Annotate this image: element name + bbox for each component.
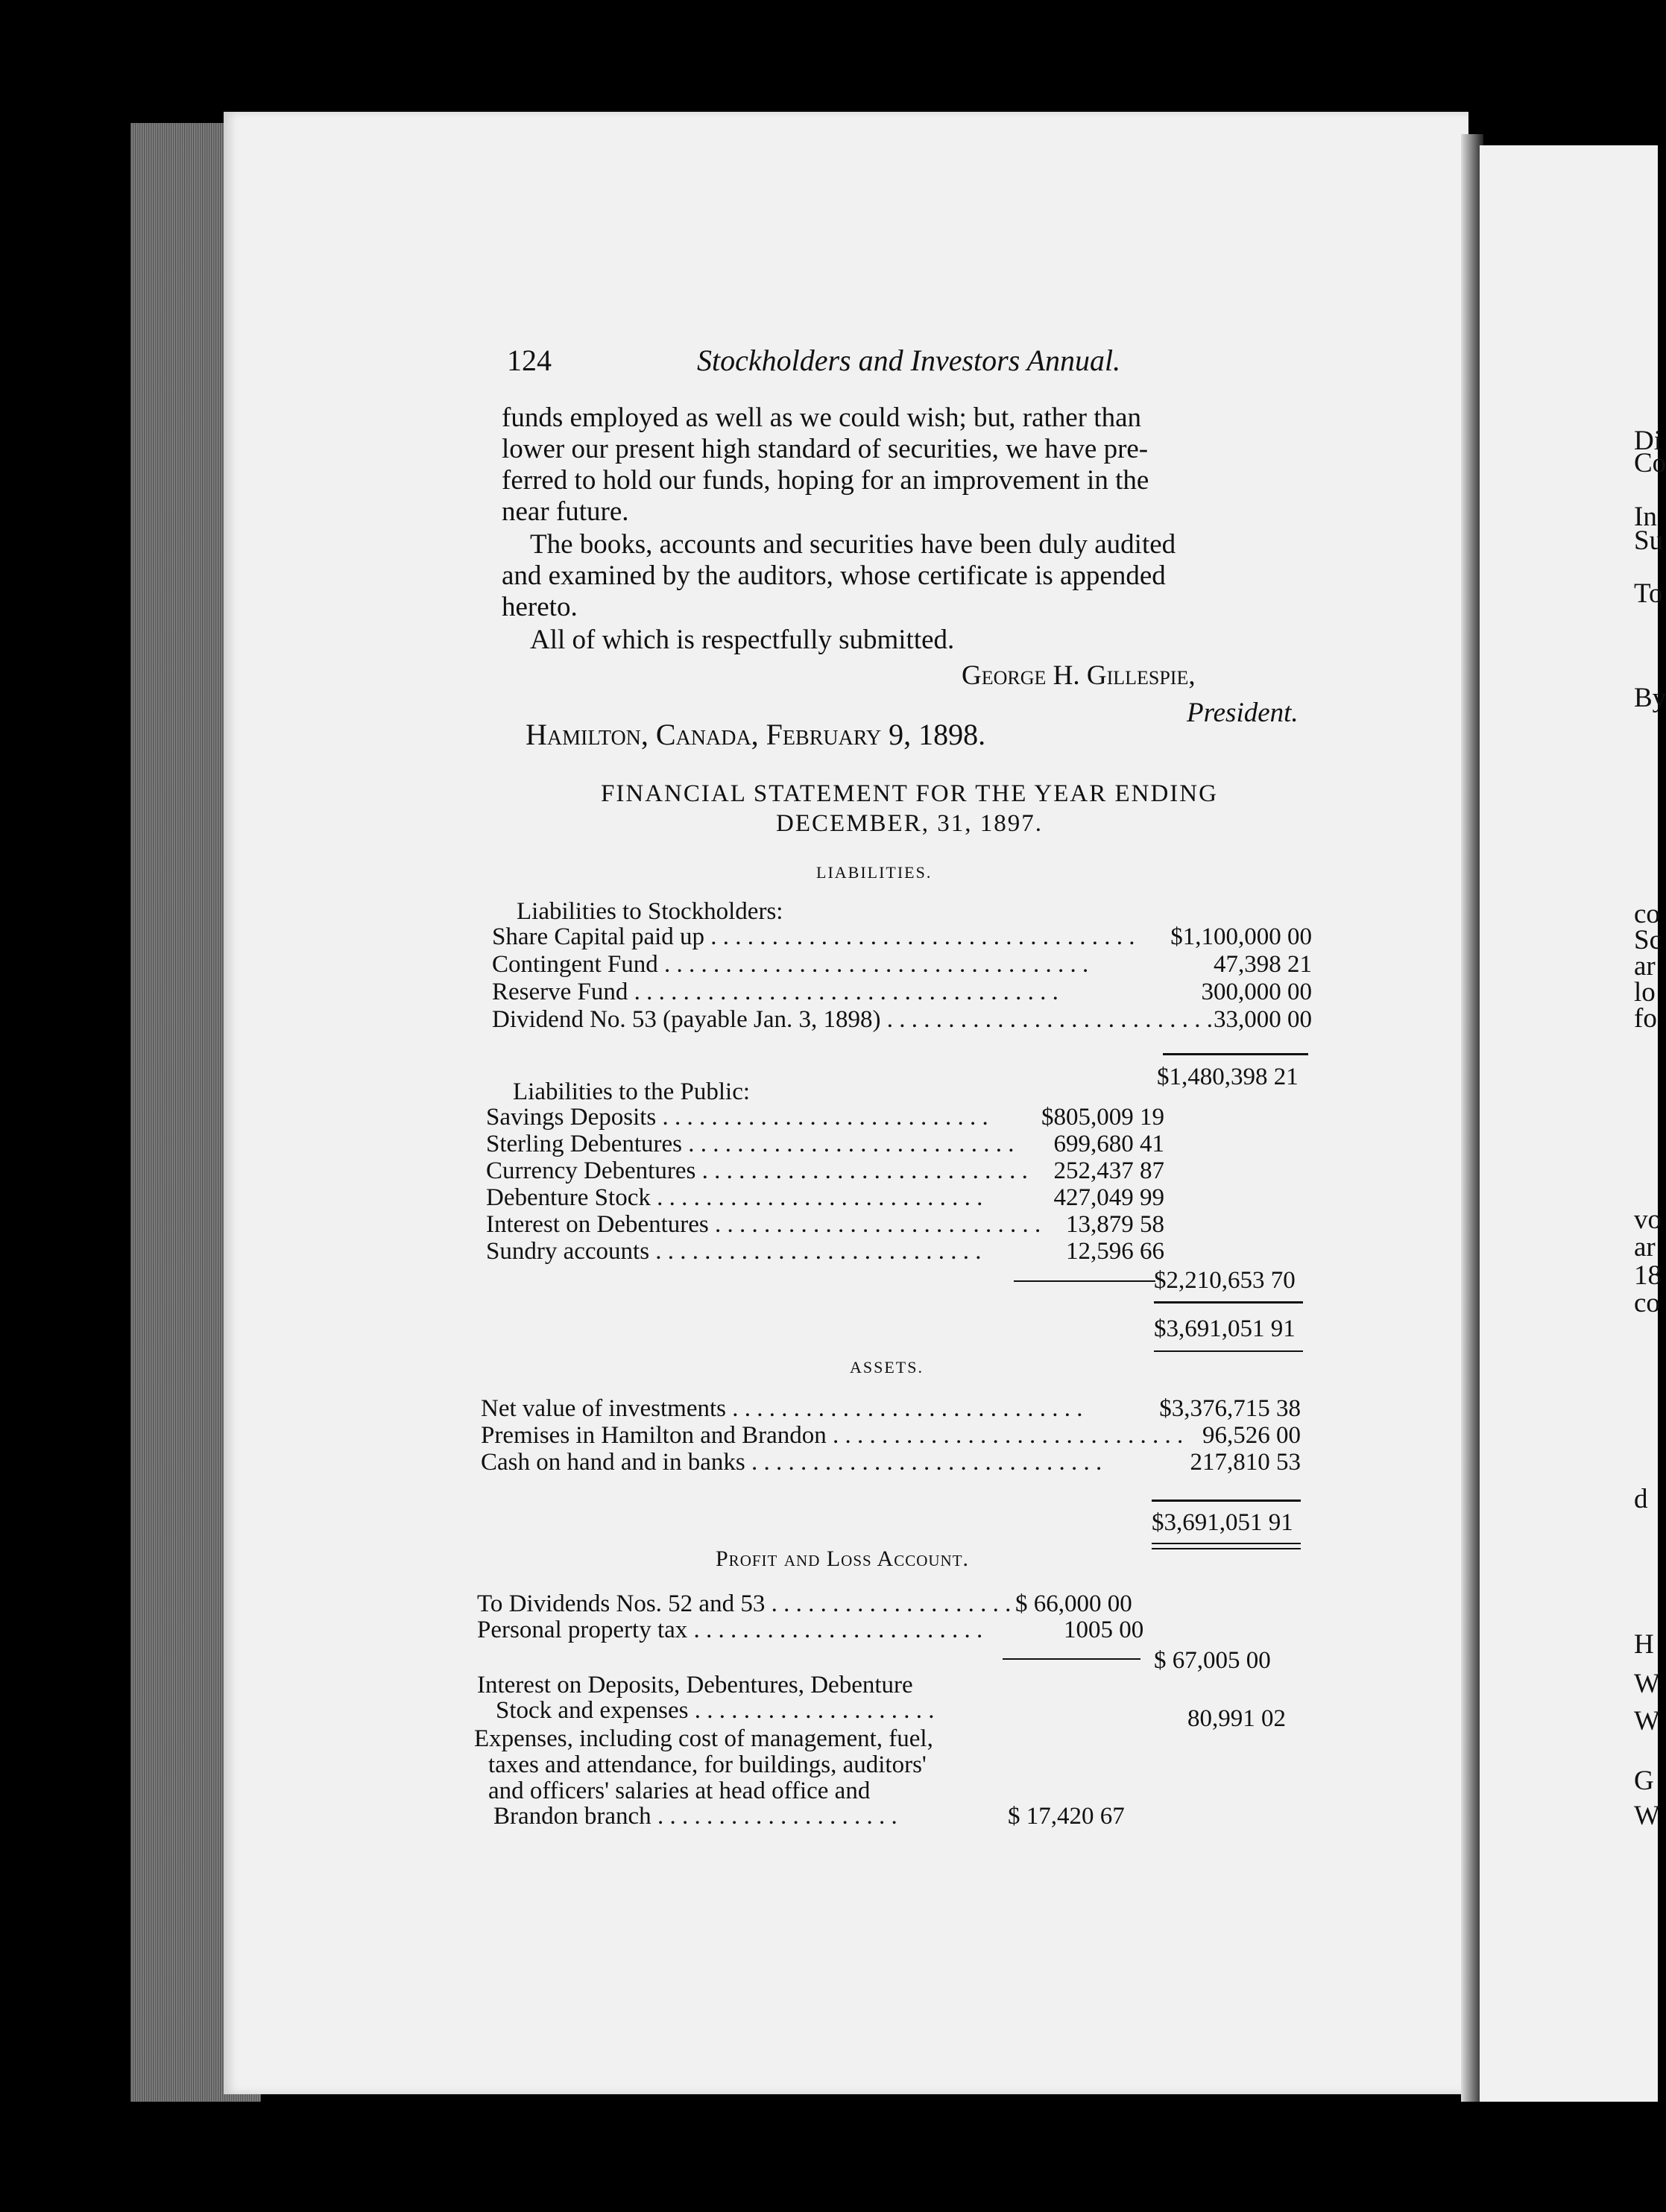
- row-label: Sundry accounts . . . . . . . . . . . . . . . . . . . . . . . . . . .: [486, 1238, 982, 1265]
- audit-line: hereto.: [502, 592, 578, 622]
- ledger-row: [486, 1212, 1164, 1237]
- page-number: 124: [507, 344, 552, 377]
- audit-line: The books, accounts and securities have been duly audited: [530, 529, 1176, 560]
- intro-line: lower our present high standard of securities, we have pre-: [502, 434, 1149, 464]
- public-heading: Liabilities to the Public:: [513, 1078, 751, 1105]
- facing-fragment: Co: [1634, 448, 1666, 478]
- facing-fragment: Su: [1634, 525, 1664, 556]
- facing-fragment: co: [1634, 1288, 1660, 1318]
- row-label: Sterling Debentures . . . . . . . . . . . . . . . . . . . . . . . . . . .: [486, 1131, 1015, 1157]
- row-amount: $ 17,420 67: [1008, 1803, 1125, 1830]
- ledger-row: [492, 979, 1312, 1005]
- ledger-row: [477, 1617, 1148, 1643]
- total-double-underline: [1152, 1548, 1301, 1549]
- row-label: Debenture Stock . . . . . . . . . . . . . . . . . . . . . . . . . . .: [486, 1184, 983, 1211]
- profit-loss-heading: Profit and Loss Account.: [716, 1546, 970, 1571]
- total-rule: [1154, 1301, 1303, 1304]
- ledger-row: [486, 1239, 1164, 1264]
- total-underline: [1154, 1350, 1303, 1352]
- facing-fragment: W: [1634, 1801, 1660, 1831]
- ledger-row: [492, 1007, 1312, 1032]
- stockholders-total: $1,480,398 21: [1157, 1064, 1299, 1090]
- row-label: Share Capital paid up . . . . . . . . . . . . . . . . . . . . . . . . . . . . . . . . . . .: [492, 923, 1135, 950]
- facing-fragment: ar: [1634, 951, 1656, 982]
- audit-paragraph: [502, 529, 1318, 623]
- intro-paragraph: [502, 402, 1318, 528]
- ledger-row: [496, 1698, 1010, 1723]
- row-amount: 12,596 66: [1066, 1238, 1164, 1265]
- ledger-row: [493, 1804, 1149, 1829]
- facing-fragment: Di: [1634, 426, 1662, 456]
- row-amount: 427,049 99: [1053, 1184, 1164, 1211]
- intro-line: funds employed as well as we could wish; but, rather than: [502, 402, 1141, 433]
- facing-fragment: ar: [1634, 1232, 1656, 1263]
- row-label: Cash on hand and in banks . . . . . . . . . . . . . . . . . . . . . . . . . . . . .: [481, 1449, 1102, 1476]
- subtotal-rule: [1163, 1053, 1308, 1055]
- right-page: [1480, 145, 1658, 2102]
- ledger-row: [481, 1450, 1301, 1475]
- statement-heading-line2: DECEMBER, 31, 1897.: [776, 810, 1043, 837]
- expenses-line: Expenses, including cost of management, fuel,: [474, 1725, 933, 1752]
- row-label: Savings Deposits . . . . . . . . . . . . . . . . . . . . . . . . . . .: [486, 1104, 988, 1131]
- row-amount: $ 66,000 00: [1015, 1590, 1132, 1617]
- ledger-row: [486, 1158, 1164, 1184]
- ledger-row: [477, 1591, 1148, 1617]
- ledger-row: [492, 924, 1312, 949]
- expenses-line: taxes and attendance, for buildings, auditors': [488, 1751, 927, 1778]
- subtotal-rule: [1003, 1658, 1140, 1660]
- interest-line: Interest on Deposits, Debentures, Debenture: [477, 1672, 913, 1698]
- row-amount: 217,810 53: [1190, 1449, 1301, 1476]
- stockholders-heading: Liabilities to Stockholders:: [517, 898, 783, 925]
- row-amount: 13,879 58: [1066, 1211, 1164, 1238]
- row-amount: 1005 00: [1064, 1617, 1144, 1643]
- row-amount: 252,437 87: [1053, 1157, 1164, 1184]
- submitted-line: All of which is respectfully submitted.: [530, 625, 955, 655]
- ledger-row: [481, 1423, 1301, 1448]
- row-amount: 33,000 00: [1214, 1006, 1312, 1033]
- liabilities-heading: LIABILITIES.: [816, 863, 933, 882]
- assets-heading: ASSETS.: [850, 1358, 924, 1377]
- row-amount: $805,009 19: [1041, 1104, 1164, 1131]
- row-amount: $3,376,715 38: [1159, 1395, 1301, 1422]
- facing-fragment: vo: [1634, 1204, 1662, 1235]
- row-amount: 96,526 00: [1202, 1422, 1301, 1449]
- row-label: Brandon branch . . . . . . . . . . . . . . . . . . . .: [493, 1803, 897, 1830]
- row-label: Net value of investments . . . . . . . . . . . . . . . . . . . . . . . . . . . . .: [481, 1395, 1083, 1422]
- total-underline: [1152, 1543, 1301, 1544]
- ledger-row: [486, 1105, 1164, 1130]
- ledger-row: [492, 952, 1312, 977]
- intro-line: ferred to hold our funds, hoping for an improvement in the: [502, 465, 1149, 496]
- assets-total: $3,691,051 91: [1152, 1509, 1293, 1536]
- row-label: Premises in Hamilton and Brandon . . . . . . . . . . . . . . . . . . . . . . . . . . . . .: [481, 1422, 1184, 1449]
- facing-fragment: H: [1634, 1629, 1654, 1660]
- ledger-row: [486, 1131, 1164, 1157]
- ledger-row: [481, 1396, 1301, 1421]
- ledger-row: [486, 1185, 1164, 1210]
- interest-amount: 80,991 02: [1187, 1705, 1286, 1732]
- row-amount: $1,100,000 00: [1170, 923, 1312, 950]
- row-amount: 699,680 41: [1053, 1131, 1164, 1157]
- facing-fragment: fo: [1634, 1003, 1657, 1034]
- statement-heading: [514, 779, 1304, 838]
- row-label: Contingent Fund . . . . . . . . . . . . . . . . . . . . . . . . . . . . . . . . . . .: [492, 951, 1089, 978]
- row-label: Personal property tax . . . . . . . . . . . . . . . . . . . . . . . .: [477, 1617, 983, 1643]
- row-amount: 47,398 21: [1214, 951, 1312, 978]
- facing-fragment: 18: [1634, 1260, 1662, 1291]
- facing-fragment: By: [1634, 683, 1666, 713]
- place-date: Hamilton, Canada, February 9, 1898.: [526, 718, 986, 751]
- row-amount: 300,000 00: [1201, 979, 1312, 1005]
- running-title: Stockholders and Investors Annual.: [697, 344, 1121, 377]
- facing-fragment: To: [1634, 578, 1663, 609]
- row-label: Currency Debentures . . . . . . . . . . . . . . . . . . . . . . . . . . .: [486, 1157, 1028, 1184]
- signature-title: President.: [1187, 698, 1299, 728]
- facing-fragment: W: [1634, 1706, 1660, 1737]
- facing-fragment: In: [1634, 502, 1657, 532]
- expenses-line: and officers' salaries at head office and: [488, 1777, 871, 1804]
- row-label: Interest on Debentures . . . . . . . . . . . . . . . . . . . . . . . . . . .: [486, 1211, 1041, 1238]
- subtotal-rule: [1014, 1280, 1155, 1282]
- total-rule: [1152, 1500, 1301, 1502]
- row-label: Reserve Fund . . . . . . . . . . . . . . . . . . . . . . . . . . . . . . . . . . .: [492, 979, 1058, 1005]
- facing-fragment: co: [1634, 899, 1660, 929]
- statement-heading-line1: FINANCIAL STATEMENT FOR THE YEAR ENDING: [601, 780, 1218, 807]
- facing-fragment: G: [1634, 1766, 1654, 1796]
- intro-line: near future.: [502, 496, 629, 527]
- row-label: To Dividends Nos. 52 and 53 . . . . . . . . . . . . . . . . . . . .: [477, 1590, 1012, 1617]
- public-total: $2,210,653 70: [1154, 1267, 1296, 1294]
- dividends-total: $ 67,005 00: [1154, 1647, 1271, 1674]
- signature-name: George H. Gillespie,: [962, 660, 1196, 691]
- row-label: Dividend No. 53 (payable Jan. 3, 1898) . . . . . . . . . . . . . . . . . . . . . . . . . . .: [492, 1006, 1213, 1033]
- row-label: Stock and expenses . . . . . . . . . . . . . . . . . . . .: [496, 1697, 935, 1724]
- facing-fragment: W: [1634, 1669, 1660, 1699]
- facing-fragment: d: [1634, 1484, 1648, 1514]
- facing-fragment: Sc: [1634, 925, 1662, 955]
- facing-fragment: lo: [1634, 977, 1656, 1008]
- liabilities-grand-total: $3,691,051 91: [1154, 1315, 1296, 1342]
- audit-line: and examined by the auditors, whose certificate is appended: [502, 560, 1166, 591]
